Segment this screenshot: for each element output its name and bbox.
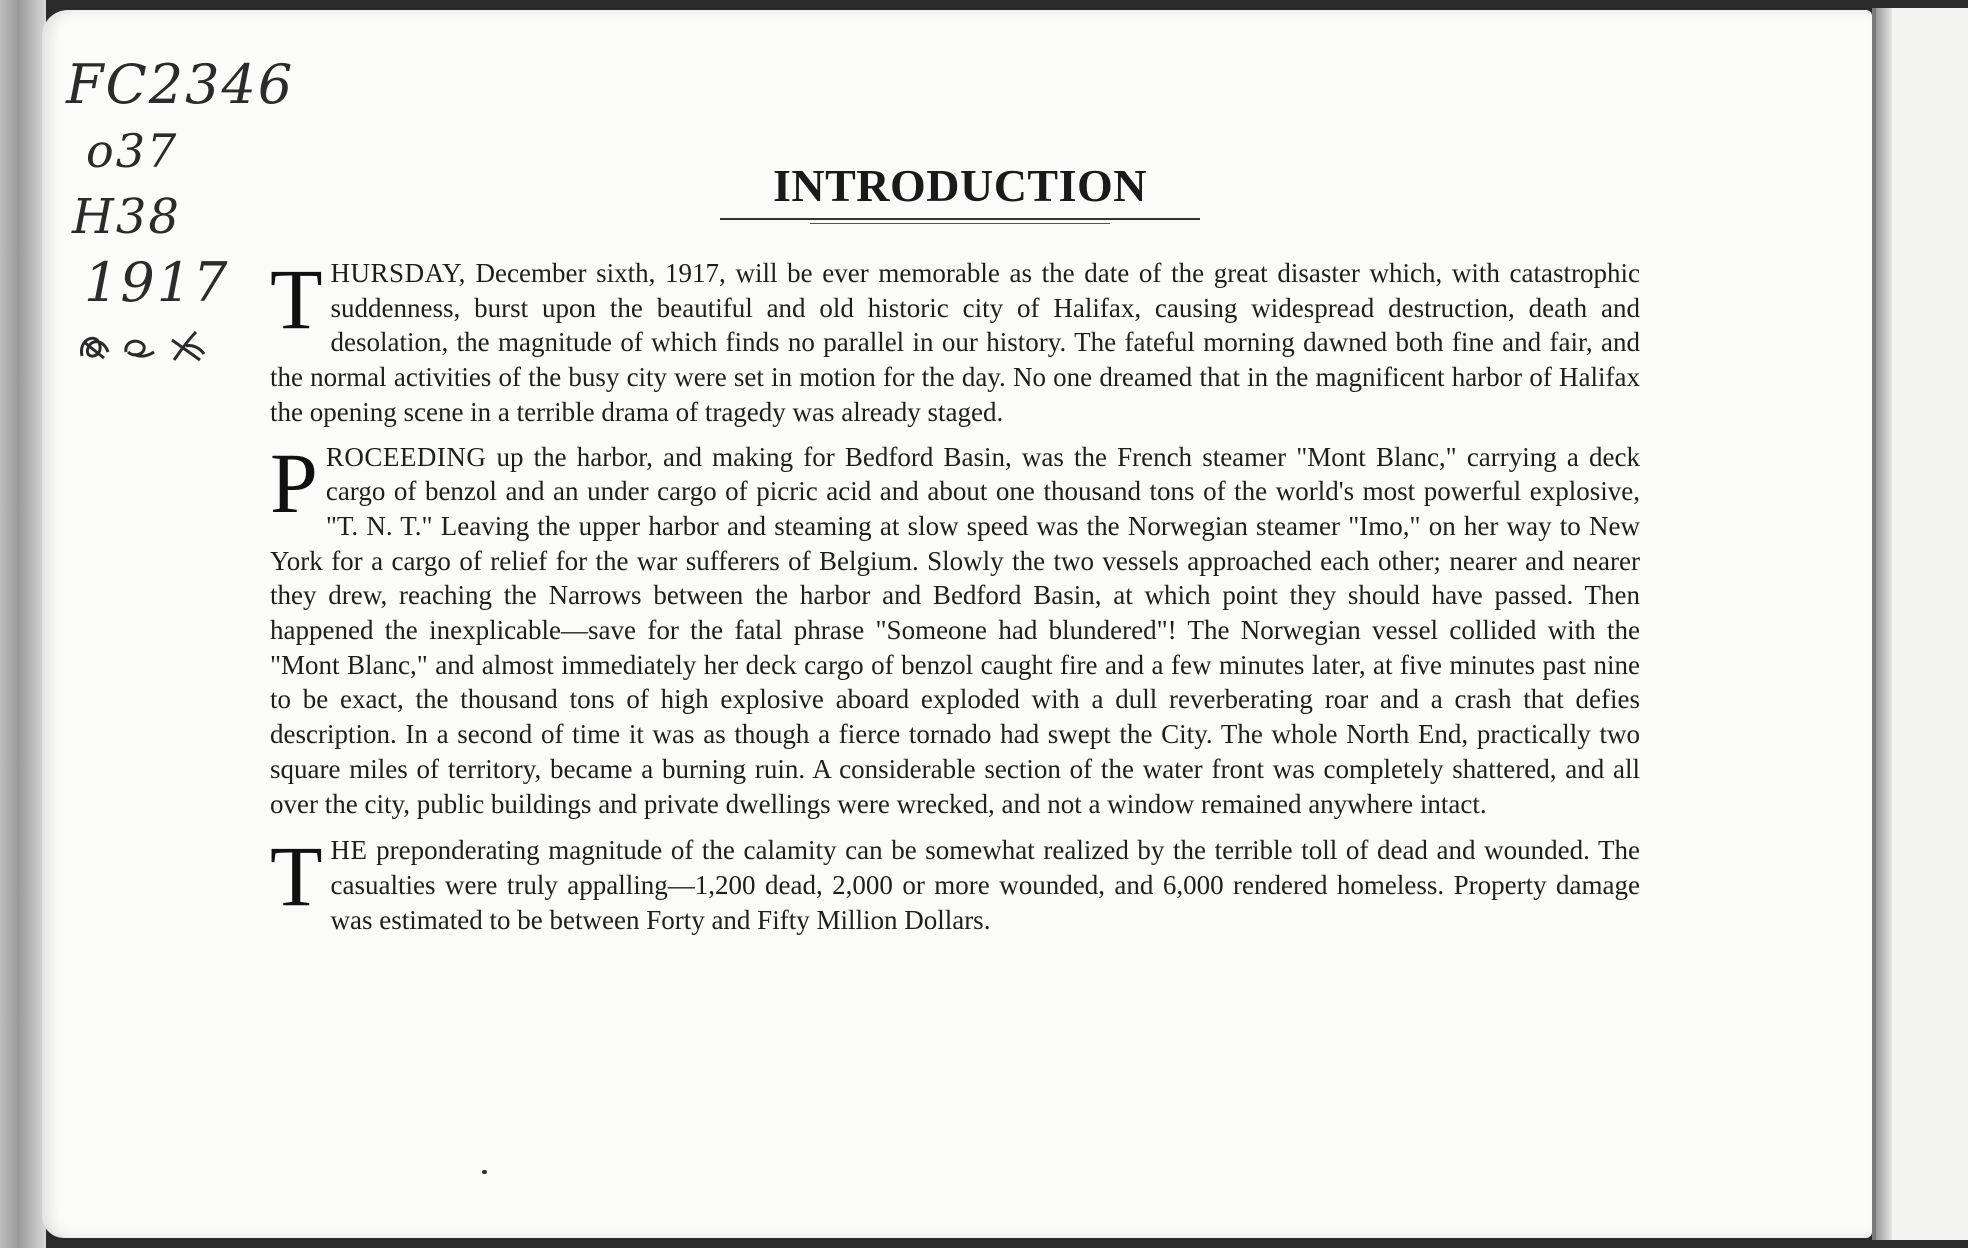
left-page-edge bbox=[0, 0, 46, 1248]
page-title: INTRODUCTION bbox=[772, 160, 1148, 211]
paragraph-text: up the harbor, and making for Bedford Basin, was the French steamer "Mont Blanc," carrying a deck cargo of benzol and an under cargo of picric acid and about one thousand tons of the world's most powerful explosive, "T. N. T." Leaving the upper harbor and steaming at slow speed was the Norwegian steamer "Imo," on her way to New York for a cargo of relief for the war sufferers of Belgium. Slowly the two vessels approached each other; nearer and nearer they drew, reaching the Narrows between the harbor and Bedford Basin, at which point they should have passed. Then happened the inexplicable—save for the fatal phrase "Someone had blundered"! The Norwegian vessel collided with the "Mont Blanc," and almost immediately her deck cargo of benzol caught fire and a few minutes later, at five minutes past nine to be exact, the thousand tons of high explosive aboard exploded with a dull reverberating roar and a crash that defies description. In a second of time it was as though a fierce tornado had swept the City. The whole North End, practically two square miles of territory, became a burning ruin. A considerable section of the water front was completely shattered, and all over the city, public buildings and private dwellings were wrecked, and not a window remained anywhere intact. bbox=[270, 441, 1640, 819]
call-number-line: o37 bbox=[86, 124, 179, 178]
drop-cap: T bbox=[270, 251, 323, 347]
drop-cap: P bbox=[270, 434, 318, 531]
drop-cap: T bbox=[270, 828, 323, 925]
introduction-body bbox=[270, 251, 1640, 947]
paragraph-text: preponderating magnitude of the calamity can be somewhat realized by the terrible toll of dead and wounded. The casualties were truly appalling—1,200 dead, 2,000 or more wounded, and 6,000 rendered homeless. Property damage was estimated to be between Forty and Fifty Million Dollars. bbox=[330, 835, 1640, 935]
paragraph-text: December sixth, 1917, will be ever memorable as the date of the great disaster which, with catastrophic suddenness, burst upon the beautiful and old historic city of Halifax, causing widespread destruction, death and desolation, the magnitude of which finds no parallel in our history. The fateful morning dawned both fine and fair, and the normal activities of the busy city were set in motion for the day. No one dreamed that in the magnificent harbor of Halifax the opening scene in a terrible drama of tragedy was already staged. bbox=[270, 258, 1640, 427]
paragraph bbox=[270, 251, 1640, 430]
handwritten-scribble-icon bbox=[74, 318, 224, 368]
call-number-line: 1917 bbox=[84, 251, 230, 314]
print-speck bbox=[482, 1170, 487, 1174]
right-page-edge bbox=[1872, 8, 1968, 1240]
call-number-line: H38 bbox=[72, 189, 181, 245]
title-underline-thin bbox=[810, 223, 1110, 224]
page-heading bbox=[720, 160, 1200, 224]
lead-in-caps: ROCEEDING bbox=[325, 441, 487, 472]
paragraph bbox=[270, 828, 1640, 937]
lead-in-caps: HE bbox=[330, 835, 368, 866]
paragraph bbox=[270, 434, 1640, 822]
call-number-line: FC2346 bbox=[66, 53, 295, 116]
title-underline bbox=[720, 218, 1200, 220]
lead-in-caps: HURSDAY, bbox=[330, 258, 466, 288]
